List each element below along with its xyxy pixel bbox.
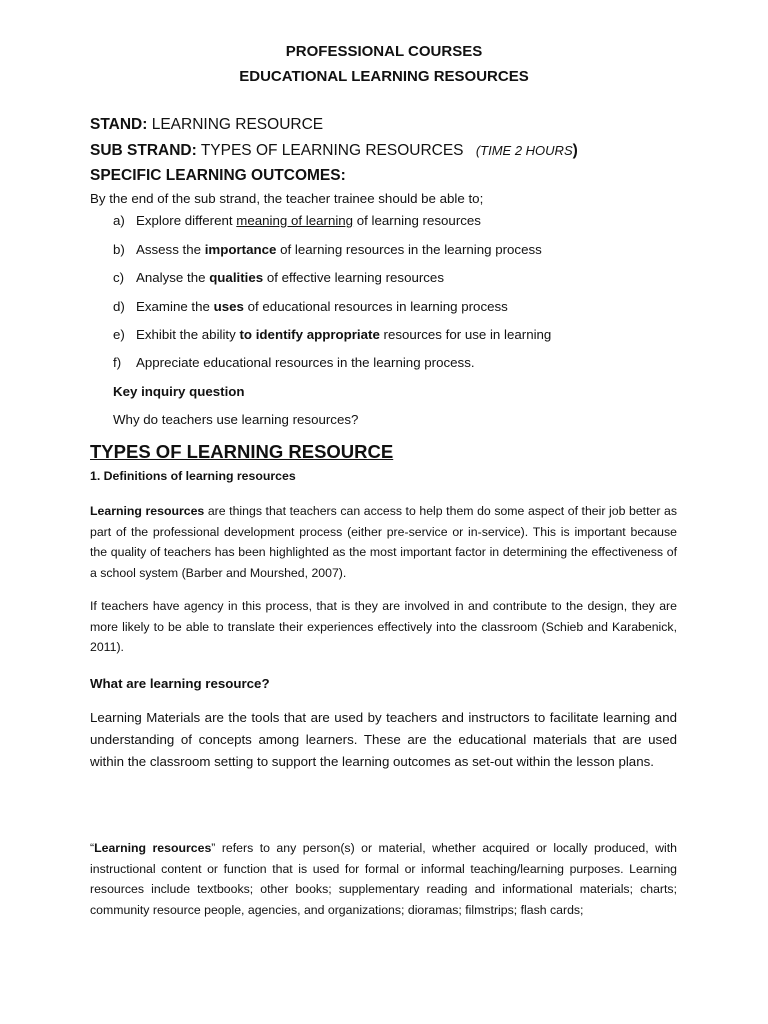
stand-line	[90, 116, 323, 134]
outcome-text	[136, 270, 444, 285]
stand-label: STAND:	[90, 116, 148, 133]
paragraph-resources-text: ” refers to any person(s) or material, whether acquired or locally produced, with instructional content or function that is used for formal or informal teaching/learning purposes. Learning resources include textbooks; other books; supplementary reading and informational materials; charts; community resource people, agencies, and organizations; dioramas; filmstrips; flash cards;	[90, 841, 677, 917]
time-close: )	[572, 142, 578, 159]
outcome-text-pre: Appreciate educational resources in the learning process.	[136, 355, 475, 370]
inquiry-heading: Key inquiry question	[113, 384, 245, 399]
outcome-text-post: of effective learning resources	[263, 270, 444, 285]
outcome-text-emphasis: meaning of learning	[236, 213, 354, 228]
time-note: (TIME 2 HOURS	[475, 143, 573, 158]
stand-value: LEARNING RESOURCE	[151, 116, 324, 133]
outcome-text-post: resources for use in learning	[379, 327, 552, 342]
paragraph-definition-text: are things that teachers can access to help them do some aspect of their job better as part of the professional development process (either pre-service or in-service). This is important because the quality of teachers has been highlighted as the most important factor in determining the effectiveness of a school system (Barber and Mourshed, 2007).	[90, 504, 677, 580]
definitions-subheading: 1. Definitions of learning resources	[90, 469, 296, 483]
question-heading: What are learning resource?	[90, 676, 270, 691]
paragraph-materials: Learning Materials are the tools that are used by teachers and instructors to facilitate learning and understanding of concepts among learners. These are the educational materials that are used within the classroom setting to support the learning outcomes as set-out within the lesson plans.	[90, 710, 677, 769]
substrand-label: SUB STRAND:	[90, 142, 197, 159]
outcome-text-pre: Explore different	[136, 213, 237, 228]
outcome-text-post: of learning resources in the learning process	[276, 242, 542, 257]
outcome-text-emphasis: to identify appropriate	[239, 327, 380, 342]
outcome-text	[136, 299, 508, 314]
outcome-text-post: of learning resources	[353, 213, 481, 228]
inquiry-question: Why do teachers use learning resources?	[113, 412, 359, 427]
outcome-text-emphasis: uses	[213, 299, 244, 314]
outcome-letter: b)	[113, 242, 125, 257]
outcome-text	[136, 355, 475, 370]
outcome-text	[136, 242, 542, 257]
paragraph-agency: If teachers have agency in this process, that is they are involved in and contribute to the design, they are more likely to be able to translate their experiences effectively into the classroom (Schieb and Karabenick, 2011).	[90, 599, 677, 654]
outcomes-intro: By the end of the sub strand, the teacher trainee should be able to;	[90, 191, 484, 206]
outcome-letter: a)	[113, 213, 125, 228]
section-heading: TYPES OF LEARNING RESOURCE	[90, 441, 394, 462]
outcome-text-pre: Assess the	[136, 242, 205, 257]
resource-title: EDUCATIONAL LEARNING RESOURCES	[239, 68, 529, 85]
outcome-letter: f)	[113, 355, 122, 370]
outcome-text-pre: Examine the	[136, 299, 214, 314]
outcome-text	[136, 213, 481, 228]
substrand-line	[90, 142, 578, 160]
open-quote: “	[90, 841, 95, 855]
term-learning-resources: Learning resources	[90, 504, 205, 518]
outcome-text	[136, 327, 551, 342]
course-title: PROFESSIONAL COURSES	[285, 43, 483, 60]
outcome-letter: d)	[113, 299, 125, 314]
paragraph-definition	[90, 501, 677, 583]
outcome-text-pre: Analyse the	[136, 270, 210, 285]
term-learning-resources-quoted: Learning resources	[94, 841, 212, 855]
outcome-text-emphasis: qualities	[209, 270, 264, 285]
paragraph-resources-defined	[90, 838, 677, 920]
outcome-text-post: of educational resources in learning process	[243, 299, 508, 314]
outcomes-heading: SPECIFIC LEARNING OUTCOMES:	[90, 167, 346, 184]
substrand-value: TYPES OF LEARNING RESOURCES	[200, 142, 464, 159]
outcome-text-emphasis: importance	[204, 242, 277, 257]
outcome-letter: e)	[113, 327, 125, 342]
outcome-text-pre: Exhibit the ability	[136, 327, 240, 342]
outcome-letter: c)	[113, 270, 125, 285]
